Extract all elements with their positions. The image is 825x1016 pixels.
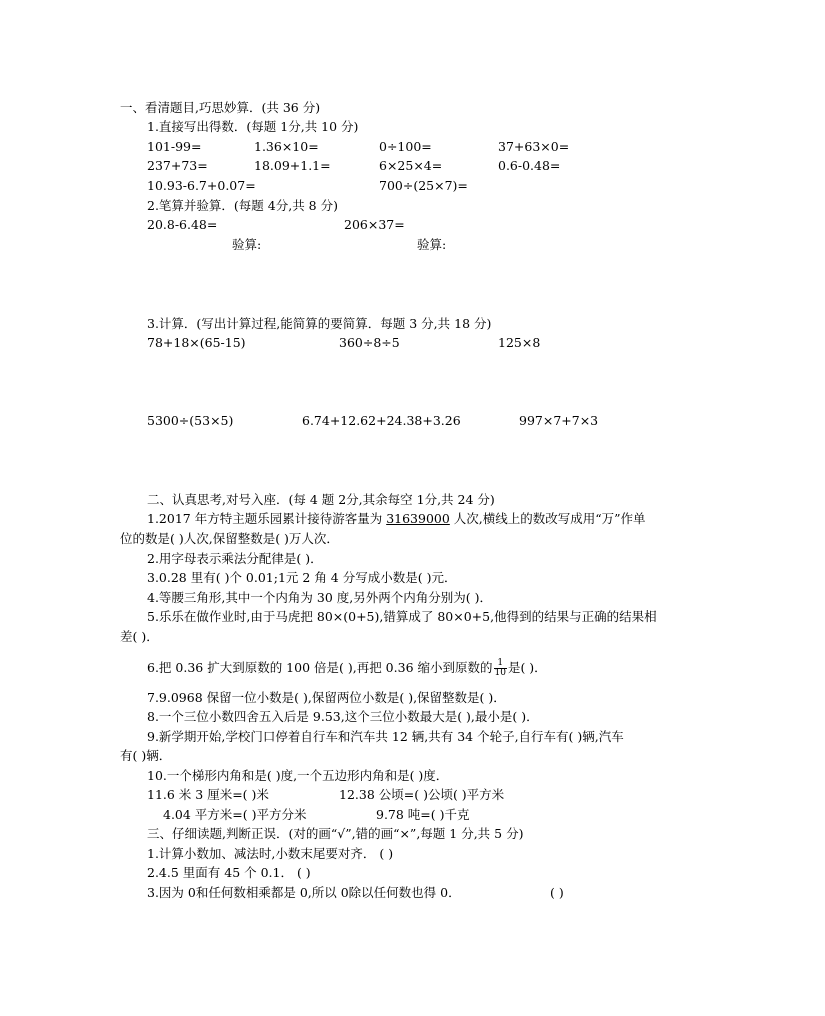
- section1-q2-title: 2.笔算并验算．(每题 4分,共 8 分): [147, 198, 338, 213]
- section2-q10: 10.一个梯形内角和是( )度,一个五边形内角和是( )度．: [147, 768, 449, 783]
- calc-item: 37+63×0=: [498, 139, 570, 154]
- section2-q9-line1: 9.新学期开始,学校门口停着自行车和汽车共 12 辆,共有 34 个轮子,自行车有( )辆,汽车: [147, 729, 624, 744]
- calc-item: 101-99=: [147, 139, 202, 154]
- written-calc-item: 206×37=: [344, 217, 405, 232]
- calc-item: 360÷8÷5: [339, 335, 400, 350]
- fraction-denominator: 10: [494, 668, 506, 678]
- fraction-numerator: 1: [494, 659, 507, 669]
- section3-q2: 2.4.5 里面有 45 个 0.1． ( ): [147, 865, 311, 880]
- calc-item: 0÷100=: [379, 139, 432, 154]
- section2-q9-line2: 有( )辆．: [120, 748, 172, 763]
- section1-title: 一、看清题目,巧思妙算．(共 36 分): [120, 100, 321, 115]
- calc-item: 10.93-6.7+0.07=: [147, 178, 256, 193]
- section2-q6: [147, 659, 547, 678]
- section2-q5-line1: 5.乐乐在做作业时,由于马虎把 80×(0+5),错算成了 80×0+5,他得到的结果与正确的结果相: [147, 609, 657, 624]
- section2-q7: 7.9.0968 保留一位小数是( ),保留两位小数是( ),保留整数是( )．: [147, 690, 506, 705]
- section2-q3: 3.0.28 里有( )个 0.01;1元 2 角 4 分写成小数是( )元．: [147, 570, 457, 585]
- calc-item: 6×25×4=: [379, 158, 443, 173]
- fraction: [494, 659, 507, 678]
- calc-item: 18.09+1.1=: [254, 158, 331, 173]
- section2-q4: 4.等腰三角形,其中一个内角为 30 度,另外两个内角分别为( )．: [147, 590, 492, 605]
- section2-q5-line2: 差( )．: [120, 629, 159, 644]
- section3-title: 三、仔细读题,判断正误．(对的画“√”,错的画“×”,每题 1 分,共 5 分): [147, 826, 524, 841]
- q1-text-b: 人次,横线上的数改写成用“万”作单: [449, 511, 646, 526]
- q1-text-a: 1.2017 年方特主题乐园累计接待游客量为: [147, 511, 387, 526]
- section2-q1-line1: [147, 511, 646, 527]
- calc-item: 6.74+12.62+24.38+3.26: [302, 413, 461, 428]
- section2-q1-line2: 位的数是( )人次,保留整数是( )万人次．: [120, 531, 339, 546]
- section1-q1-title: 1.直接写出得数．(每题 1分,共 10 分): [147, 119, 359, 134]
- check-label: 验算:: [232, 237, 262, 252]
- calc-item: 125×8: [498, 335, 541, 350]
- section2-q11-b: 12.38 公顷=( )公顷( )平方米: [339, 787, 505, 802]
- calc-item: 1.36×10=: [254, 139, 319, 154]
- q1-underlined-number: 31639000: [386, 511, 450, 526]
- section2-q11-d: 9.78 吨=( )千克: [376, 807, 470, 822]
- section2-q11-a: 11.6 米 3 厘米=( )米: [147, 787, 269, 802]
- calc-item: 78+18×(65-15): [147, 335, 246, 350]
- q6-text-b: 是( )．: [507, 660, 547, 675]
- calc-item: 5300÷(53×5): [147, 413, 234, 428]
- calc-item: 237+73=: [147, 158, 208, 173]
- section2-q8: 8.一个三位小数四舍五入后是 9.53,这个三位小数最大是( ),最小是( )．: [147, 709, 539, 724]
- calc-item: 997×7+7×3: [519, 413, 599, 428]
- section3-q3-blank: ( ): [550, 885, 564, 900]
- section3-q1: 1.计算小数加、减法时,小数末尾要对齐． ( ): [147, 846, 394, 861]
- section3-q3: 3.因为 0和任何数相乘都是 0,所以 0除以任何数也得 0．: [147, 885, 461, 900]
- section2-title: 二、认真思考,对号入座．(每 4 题 2分,其余每空 1分,共 24 分): [147, 492, 495, 507]
- section2-q11-c: 4.04 平方米=( )平方分米: [163, 807, 307, 822]
- q6-text-a: 6.把 0.36 扩大到原数的 100 倍是( ),再把 0.36 缩小到原数的: [147, 660, 493, 675]
- check-label: 验算:: [417, 237, 447, 252]
- section1-q3-title: 3.计算．(写出计算过程,能简算的要简算．每题 3 分,共 18 分): [147, 316, 492, 331]
- section2-q2: 2.用字母表示乘法分配律是( )．: [147, 551, 323, 566]
- written-calc-item: 20.8-6.48=: [147, 217, 218, 232]
- calc-item: 0.6-0.48=: [498, 158, 561, 173]
- calc-item: 700÷(25×7)=: [379, 178, 468, 193]
